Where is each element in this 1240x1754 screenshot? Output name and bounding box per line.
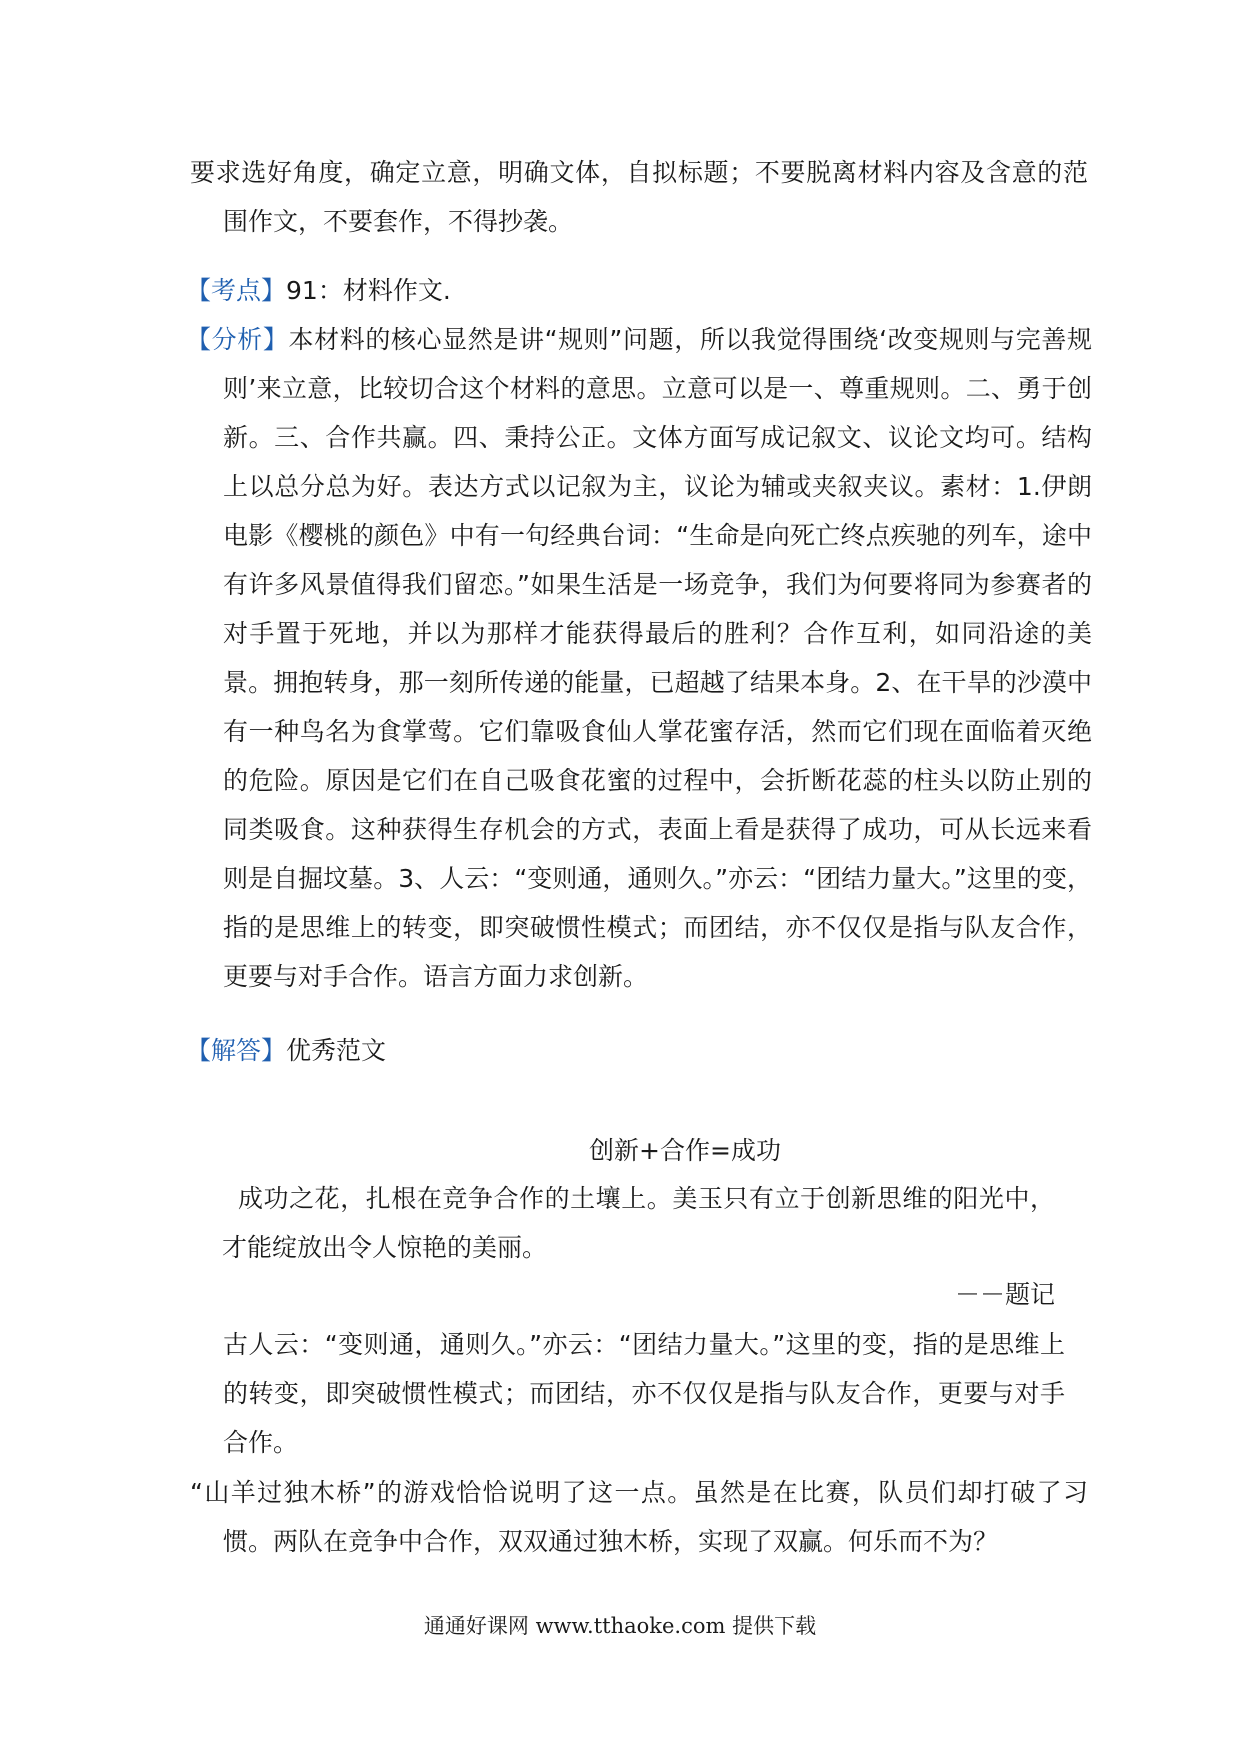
essay-paragraph-1 (213, 1320, 1065, 1467)
fenxi-paragraph (186, 315, 1092, 1001)
fenxi-tag: 【分析】 (186, 325, 289, 354)
requirement-text: 要求选好角度，确定立意，明确文体，自拟标题；不要脱离材料内容及含意的范围作文，不要套作，不得抄袭。 (190, 158, 1088, 236)
kaodian-text: 91：材料作文. (286, 276, 451, 305)
essay-epigraph-source: －－题记 (954, 1280, 1055, 1309)
essay-paragraph-2-text: “山羊过独木桥”的游戏恰恰说明了这一点。虽然是在比赛，队员们却打破了习惯。两队在竞争中合作，双双通过独木桥，实现了双赢。何乐而不为？ (190, 1478, 1088, 1556)
kaodian-tag: 【考点】 (186, 276, 287, 305)
requirement-paragraph (190, 148, 1088, 246)
jieda-paragraph (186, 1026, 1051, 1075)
essay-paragraph-2 (190, 1468, 1088, 1566)
page-footer: 通通好课网 www.tthaoke.com 提供下载 (423, 1614, 817, 1638)
fenxi-text: 本材料的核心显然是讲“规则”问题，所以我觉得围绕‘改变规则与完善规则’来立意，比较切合这个材料的意思。立意可以是一、尊重规则。二、勇于创新。三、合作共赢。四、秉持公正。文体方面写成记叙文、议论文均可。结构上以总分总为好。表达方式以记叙为主，议论为辅或夹叙夹议。素材：1.伊朗电影《樱桃的颜色》中有一句经典台词：“生命是向死亡终点疾驰的列车，途中有许多风景值得我们留恋。”如果生活是一场竞争，我们为何要将同为参赛者的对手置于死地，并以为那样才能获得最后的胜利？合作互利，如同沿途的美景。拥抱转身，那一刻所传递的能量，已超越了结果本身。2、在干旱的沙漠中有一种鸟名为食掌莺。它们靠吸食仙人掌花蜜存活，然而它们现在面临着灭绝的危险。原因是它们在自己吸食花蜜的过程中，会折断花蕊的柱头以防止别的同类吸食。这种获得生存机会的方式，表面上看是获得了成功，可从长远来看则是自掘坟墓。3、人云：“变则通，通则久。”亦云：“团结力量大。”这里的变，指的是思维上的转变，即突破惯性模式；而团结，亦不仅仅是指与队友合作，更要与对手合作。语言方面力求创新。 (223, 325, 1092, 991)
essay-epigraph (222, 1174, 1055, 1272)
jieda-tag: 【解答】 (186, 1036, 287, 1065)
jieda-text: 优秀范文 (286, 1036, 387, 1065)
essay-title: 创新+合作=成功 (589, 1136, 781, 1165)
essay-paragraph-1-text: 古人云：“变则通，通则久。”亦云：“团结力量大。”这里的变，指的是思维上的转变，即突破惯性模式；而团结，亦不仅仅是指与队友合作，更要与对手合作。 (223, 1330, 1065, 1457)
kaodian-paragraph (186, 266, 1051, 315)
essay-epigraph-text: 成功之花，扎根在竞争合作的土壤上。美玉只有立于创新思维的阳光中，才能绽放出令人惊艳的美丽。 (222, 1184, 1055, 1262)
